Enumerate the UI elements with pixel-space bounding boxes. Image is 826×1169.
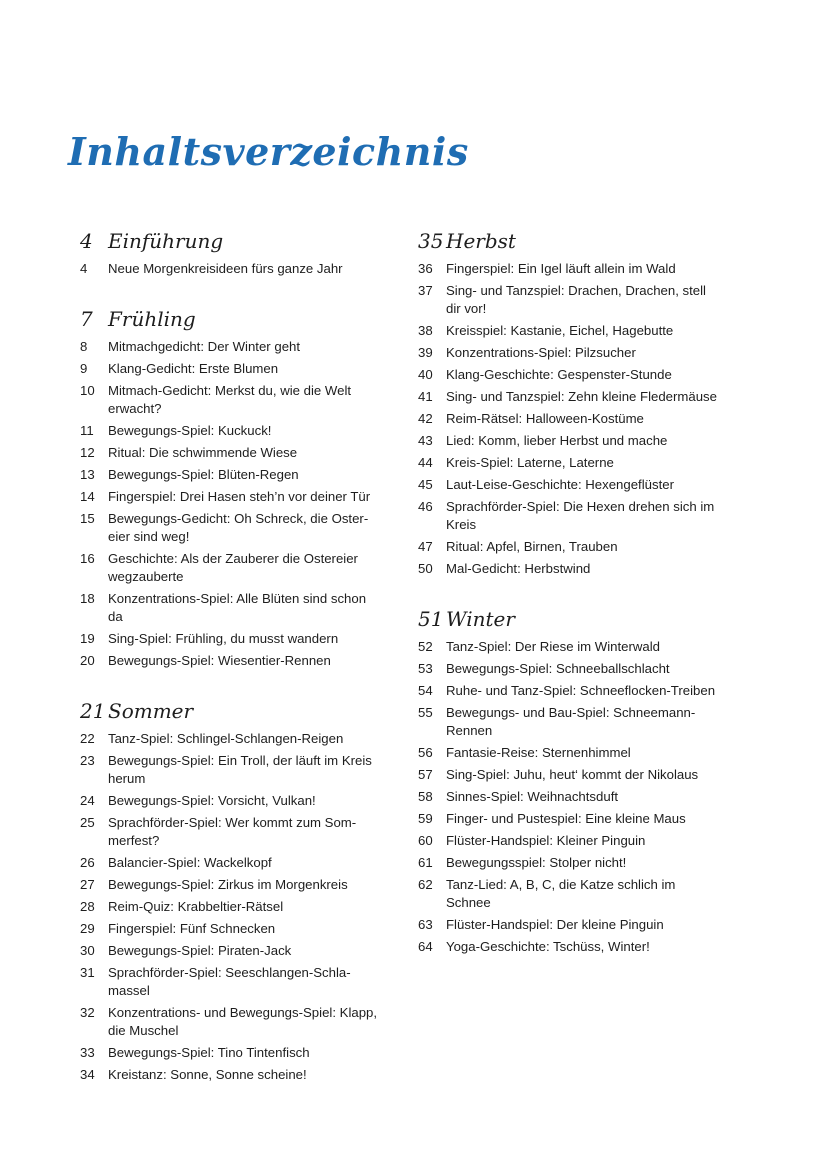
entry-page-number: 55 [418,705,433,720]
toc-entry [418,432,718,450]
entry-page-number: 14 [80,489,95,504]
entry-page-number: 22 [80,731,95,746]
entry-title: Konzentrations-Spiel: Alle Blüten sind schon da [108,591,367,624]
entry-page-number: 44 [418,455,433,470]
toc-entry [80,444,380,462]
entry-page-number: 39 [418,345,433,360]
toc-entry [418,410,718,428]
entry-title: Bewegungs-Spiel: Wiesentier-Rennen [108,653,331,668]
toc-entry [80,550,380,586]
toc-entry [418,322,718,340]
entry-page-number: 61 [418,855,433,870]
toc-entry [418,938,718,956]
entry-title: Mitmach-Gedicht: Merkst du, wie die Welt erwacht? [108,383,352,416]
entry-title: Tanz-Spiel: Der Riese im Winterwald [446,639,660,654]
section-heading [418,604,718,634]
toc-entry [80,1066,380,1084]
toc-entry [418,260,718,278]
entry-title: Sprachförder-Spiel: Wer kommt zum Sommerfest? [108,815,357,848]
toc-entry [80,466,380,484]
entry-title: Neue Morgenkreisideen fürs ganze Jahr [108,261,343,276]
entry-page-number: 30 [80,943,95,958]
entry-page-number: 18 [80,591,95,606]
entry-title: Fantasie-Reise: Sternenhimmel [446,745,631,760]
entry-page-number: 62 [418,877,433,892]
entry-title: Bewegungs-Gedicht: Oh Schreck, die Ostereier sind weg! [108,511,369,544]
toc-section [80,304,380,670]
entry-page-number: 46 [418,499,433,514]
toc-entry [418,854,718,872]
entry-title: Sing- und Tanzspiel: Drachen, Drachen, stell dir vor! [446,283,706,316]
entry-page-number: 20 [80,653,95,668]
entry-title: Kreis-Spiel: Laterne, Laterne [446,455,614,470]
toc-entry [80,898,380,916]
entry-title: Bewegungs- und Bau-Spiel: Schneemann-Rennen [446,705,696,738]
entry-title: Ruhe- und Tanz-Spiel: Schneeflocken-Treiben [446,683,716,698]
toc-entry [418,832,718,850]
entry-page-number: 23 [80,753,95,768]
entry-title: Mitmachgedicht: Der Winter geht [108,339,301,354]
entry-title: Sing-Spiel: Frühling, du musst wandern [108,631,339,646]
entry-title: Sinnes-Spiel: Weihnachtsduft [446,789,619,804]
entry-title: Sing- und Tanzspiel: Zehn kleine Fledermäuse [446,389,717,404]
toc-entry [418,638,718,656]
entry-page-number: 37 [418,283,433,298]
toc-entry [80,814,380,850]
toc-column-right [418,226,718,982]
toc-entry [418,282,718,318]
entry-page-number: 34 [80,1067,95,1082]
entry-page-number: 26 [80,855,95,870]
entry-title: Bewegungs-Spiel: Blüten-Regen [108,467,299,482]
entry-page-number: 59 [418,811,433,826]
toc-entry [418,388,718,406]
toc-section [80,696,380,1084]
toc-section [80,226,380,278]
entry-title: Geschichte: Als der Zauberer die Ostereier wegzauberte [108,551,358,584]
entry-title: Bewegungsspiel: Stolper nicht! [446,855,627,870]
entry-title: Bewegungs-Spiel: Vorsicht, Vulkan! [108,793,316,808]
entry-page-number: 24 [80,793,95,808]
toc-entry [80,590,380,626]
entry-page-number: 13 [80,467,95,482]
entry-title: Ritual: Apfel, Birnen, Trauben [446,539,618,554]
entry-page-number: 63 [418,917,433,932]
toc-entry [418,876,718,912]
entry-page-number: 38 [418,323,433,338]
entry-page-number: 60 [418,833,433,848]
entry-title: Bewegungs-Spiel: Kuckuck! [108,423,272,438]
entry-title: Finger- und Pustespiel: Eine kleine Maus [446,811,686,826]
section-heading [80,226,380,256]
entry-title: Laut-Leise-Geschichte: Hexengeflüster [446,477,674,492]
entry-title: Konzentrations-Spiel: Pilzsucher [446,345,636,360]
entry-title: Reim-Rätsel: Halloween-Kostüme [446,411,644,426]
entry-page-number: 47 [418,539,433,554]
entry-title: Sing-Spiel: Juhu, heut‘ kommt der Nikolaus [446,767,699,782]
entry-page-number: 27 [80,877,95,892]
toc-entry [418,704,718,740]
entry-page-number: 9 [80,361,88,376]
entry-page-number: 56 [418,745,433,760]
toc-entry [80,1004,380,1040]
section-heading [418,226,718,256]
entry-page-number: 19 [80,631,95,646]
toc-entry [418,810,718,828]
section-title: Winter [446,607,515,631]
toc-entry [80,1044,380,1062]
section-page-number: 51 [418,607,444,631]
entry-title: Kreisspiel: Kastanie, Eichel, Hagebutte [446,323,674,338]
toc-entry [80,510,380,546]
section-page-number: 21 [80,699,106,723]
page-title: Inhaltsverzeichnis [68,129,469,175]
section-title: Herbst [446,229,516,253]
toc-entry [418,366,718,384]
entry-title: Kreistanz: Sonne, Sonne scheine! [108,1067,307,1082]
entry-title: Ritual: Die schwimmende Wiese [108,445,298,460]
section-title: Frühling [108,307,196,331]
toc-entry [418,498,718,534]
toc-entry [80,876,380,894]
entry-page-number: 41 [418,389,433,404]
toc-entry [418,682,718,700]
entry-title: Tanz-Lied: A, B, C, die Katze schlich im Schnee [446,877,676,910]
section-title: Einführung [108,229,224,253]
entry-page-number: 52 [418,639,433,654]
entry-page-number: 57 [418,767,433,782]
toc-entry [80,360,380,378]
toc-entry [418,744,718,762]
entry-page-number: 15 [80,511,95,526]
toc-entry [418,560,718,578]
entry-page-number: 10 [80,383,95,398]
entry-page-number: 11 [80,423,94,438]
entry-title: Bewegungs-Spiel: Piraten-Jack [108,943,292,958]
toc-entry [80,854,380,872]
entry-title: Bewegungs-Spiel: Schneeballschlacht [446,661,670,676]
entry-page-number: 42 [418,411,433,426]
section-page-number: 35 [418,229,444,253]
toc-entry [80,338,380,356]
section-heading [80,696,380,726]
toc-entry [80,942,380,960]
toc-entry [80,382,380,418]
entry-title: Lied: Komm, lieber Herbst und mache [446,433,668,448]
entry-title: Fingerspiel: Drei Hasen steh’n vor deiner Tür [108,489,371,504]
entry-page-number: 40 [418,367,433,382]
entry-title: Bewegungs-Spiel: Zirkus im Morgenkreis [108,877,348,892]
toc-section [418,226,718,578]
entry-title: Konzentrations- und Bewegungs-Spiel: Klapp, die Muschel [108,1005,378,1038]
section-page-number: 4 [80,229,93,253]
toc-entry [80,260,380,278]
toc-entry [418,454,718,472]
entry-page-number: 53 [418,661,433,676]
entry-title: Fingerspiel: Fünf Schnecken [108,921,276,936]
entry-title: Yoga-Geschichte: Tschüss, Winter! [446,939,650,954]
entry-page-number: 8 [80,339,88,354]
entry-page-number: 33 [80,1045,95,1060]
entry-title: Klang-Geschichte: Gespenster-Stunde [446,367,672,382]
entry-page-number: 45 [418,477,433,492]
entry-title: Bewegungs-Spiel: Tino Tintenfisch [108,1045,310,1060]
entry-title: Fingerspiel: Ein Igel läuft allein im Wald [446,261,676,276]
entry-title: Sprachförder-Spiel: Die Hexen drehen sich im Kreis [446,499,715,532]
toc-entry [80,730,380,748]
toc-entry [80,964,380,1000]
entry-page-number: 58 [418,789,433,804]
toc-entry [80,422,380,440]
toc-entry [80,630,380,648]
entry-page-number: 12 [80,445,95,460]
entry-title: Mal-Gedicht: Herbstwind [446,561,591,576]
entry-page-number: 32 [80,1005,95,1020]
section-page-number: 7 [80,307,93,331]
toc-entry [418,788,718,806]
toc-entry [80,652,380,670]
entry-page-number: 16 [80,551,95,566]
entry-title: Balancier-Spiel: Wackelkopf [108,855,272,870]
toc-section [418,604,718,956]
toc-entry [80,920,380,938]
entry-page-number: 28 [80,899,95,914]
entry-title: Flüster-Handspiel: Kleiner Pinguin [446,833,646,848]
entry-title: Sprachförder-Spiel: Seeschlangen-Schlamassel [108,965,351,998]
toc-entry [80,488,380,506]
toc-entry [80,752,380,788]
toc-entry [418,660,718,678]
section-title: Sommer [108,699,194,723]
entry-page-number: 31 [80,965,95,980]
entry-page-number: 43 [418,433,433,448]
entry-page-number: 25 [80,815,95,830]
entry-page-number: 36 [418,261,433,276]
entry-page-number: 4 [80,261,88,276]
entry-page-number: 29 [80,921,95,936]
toc-entry [418,538,718,556]
entry-page-number: 50 [418,561,433,576]
entry-title: Reim-Quiz: Krabbeltier-Rätsel [108,899,284,914]
section-heading [80,304,380,334]
entry-title: Flüster-Handspiel: Der kleine Pinguin [446,917,664,932]
toc-entry [418,476,718,494]
entry-page-number: 54 [418,683,433,698]
entry-title: Bewegungs-Spiel: Ein Troll, der läuft im Kreis herum [108,753,372,786]
toc-column-left [80,226,380,1110]
toc-entry [418,916,718,934]
entry-title: Tanz-Spiel: Schlingel-Schlangen-Reigen [108,731,344,746]
entry-page-number: 64 [418,939,433,954]
entry-title: Klang-Gedicht: Erste Blumen [108,361,279,376]
toc-entry [418,344,718,362]
toc-entry [80,792,380,810]
toc-entry [418,766,718,784]
